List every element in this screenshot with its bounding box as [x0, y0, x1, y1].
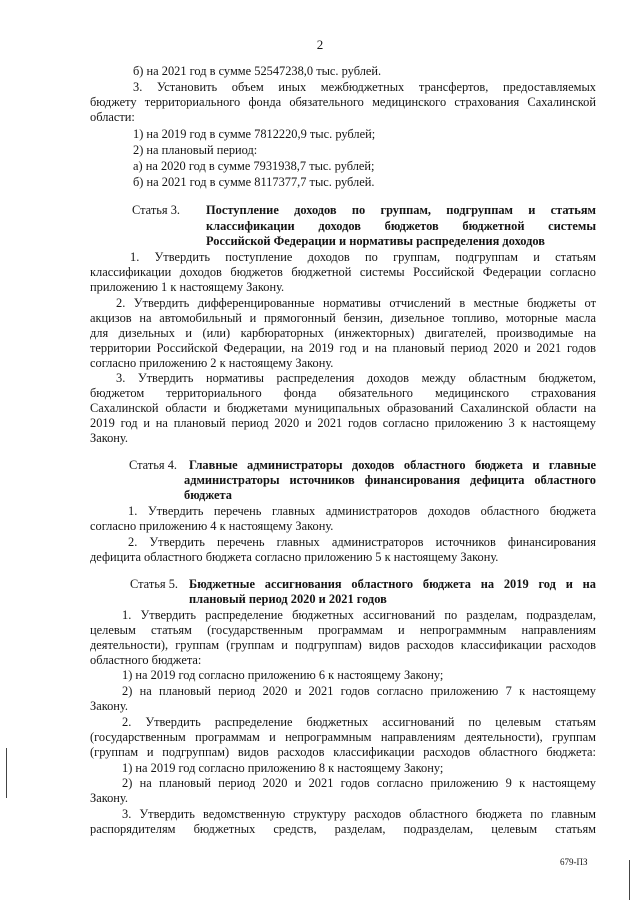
article-4-label: Статья 4.	[129, 458, 178, 472]
text-line: (государственным программам и непрограммным направлениям деятельности), группам	[90, 730, 596, 744]
text-line: областного бюджета:	[90, 653, 202, 667]
text-line: 2019 год и на плановый период 2020 и 2021 годов согласно приложению 3 к настоящему	[90, 416, 596, 430]
page-number: 2	[316, 37, 324, 52]
scan-edge-mark	[6, 748, 7, 798]
text-line: а) на 2020 год в сумме 7931938,7 тыс. рублей;	[133, 159, 375, 173]
text-line: деятельности), группам (группам и подгруппам) видов расходов классификации расходов	[90, 638, 596, 652]
text-line: Закону.	[90, 431, 128, 445]
text-line: бюджетом территориального фонда обязательного медицинского страхования	[90, 386, 596, 400]
text-line: приложению 1 к настоящему Закону.	[90, 280, 285, 294]
text-line: распорядителям бюджетных средств, разделам, подразделам, целевым статьям	[90, 822, 596, 836]
text-line: 2. Утвердить перечень главных администраторов источников финансирования	[128, 535, 596, 549]
text-line: 2. Утвердить дифференцированные нормативы отчислений в местные бюджеты от	[116, 296, 596, 310]
text-line: территории Российской Федерации, на 2019 год и на плановый период 2020 и 2021 годов	[90, 341, 596, 355]
text-line: 3. Утвердить нормативы распределения доходов между областным бюджетом,	[116, 371, 596, 385]
text-line: классификации доходов бюджетов бюджетной системы Российской Федерации согласно	[90, 265, 596, 279]
article-5-title: плановый период 2020 и 2021 годов	[189, 592, 387, 606]
text-line: 2) на плановый период 2020 и 2021 годов согласно приложению 7 к настоящему	[122, 684, 596, 698]
document-code: 679-ПЗ	[560, 857, 588, 867]
text-line: бюджету территориального фонда обязательного медицинского страхования Сахалинской	[90, 95, 596, 109]
text-line: акцизов на автомобильный и прямогонный бензин, дизельное топливо, моторные масла	[90, 311, 596, 325]
text-line: согласно приложению 4 к настоящему Закону.	[90, 519, 334, 533]
text-line: 2) на плановый период 2020 и 2021 годов согласно приложению 9 к настоящему	[122, 776, 596, 790]
text-line: б) на 2021 год в сумме 8117377,7 тыс. рублей.	[133, 175, 375, 189]
text-line: 1) на 2019 год согласно приложению 6 к настоящему Закону;	[122, 668, 444, 682]
text-line: согласно приложению 2 к настоящему Закону.	[90, 356, 334, 370]
article-3-title: Поступление доходов по группам, подгруппам и статьям	[206, 203, 596, 217]
text-line: 2. Утвердить распределение бюджетных ассигнований по целевым статьям	[122, 715, 596, 729]
text-line: 2) на плановый период:	[133, 143, 258, 157]
text-line: 1) на 2019 год согласно приложению 8 к настоящему Закону;	[122, 761, 444, 775]
text-line: Закону.	[90, 699, 128, 713]
text-line: б) на 2021 год в сумме 52547238,0 тыс. рублей.	[133, 64, 382, 78]
text-line: 1. Утвердить распределение бюджетных ассигнований по разделам, подразделам,	[122, 608, 596, 622]
text-line: дефицита областного бюджета согласно приложению 5 к настоящему Закону.	[90, 550, 499, 564]
text-line: области:	[90, 110, 135, 124]
text-line: целевым статьям (государственным программам и непрограммным направлениям	[90, 623, 596, 637]
text-line: (группам и подгруппам) видов расходов классификации расходов областного бюджета:	[90, 745, 596, 759]
text-line: 1. Утвердить поступление доходов по группам, подгруппам и статьям	[130, 250, 596, 264]
text-line: 3. Утвердить ведомственную структуру расходов областного бюджета по главным	[122, 807, 596, 821]
article-3-label: Статья 3.	[132, 203, 181, 217]
text-line: 3. Установить объем иных межбюджетных трансфертов, предоставляемых	[133, 80, 596, 94]
article-3-title: Российской Федерации и нормативы распределения доходов	[206, 234, 545, 248]
article-5-title: Бюджетные ассигнования областного бюджета на 2019 год и на	[189, 577, 596, 591]
text-line: для дизельных и (или) карбюраторных (инжекторных) двигателей, производимые на	[90, 326, 596, 340]
text-line: 1) на 2019 год в сумме 7812220,9 тыс. рублей;	[133, 127, 376, 141]
article-3-title: классификации доходов бюджетов бюджетной системы	[206, 219, 596, 233]
text-line: Закону.	[90, 791, 128, 805]
article-4-title: Главные администраторы доходов областного бюджета и главные	[189, 458, 596, 472]
scan-edge-mark	[629, 860, 630, 900]
text-line: Сахалинской области и бюджетами муниципальных образований Сахалинской области на	[90, 401, 596, 415]
article-5-label: Статья 5.	[130, 577, 179, 591]
article-4-title: администраторы источников финансирования дефицита областного	[184, 473, 596, 487]
text-line: 1. Утвердить перечень главных администраторов доходов областного бюджета	[128, 504, 596, 518]
article-4-title: бюджета	[184, 488, 232, 502]
